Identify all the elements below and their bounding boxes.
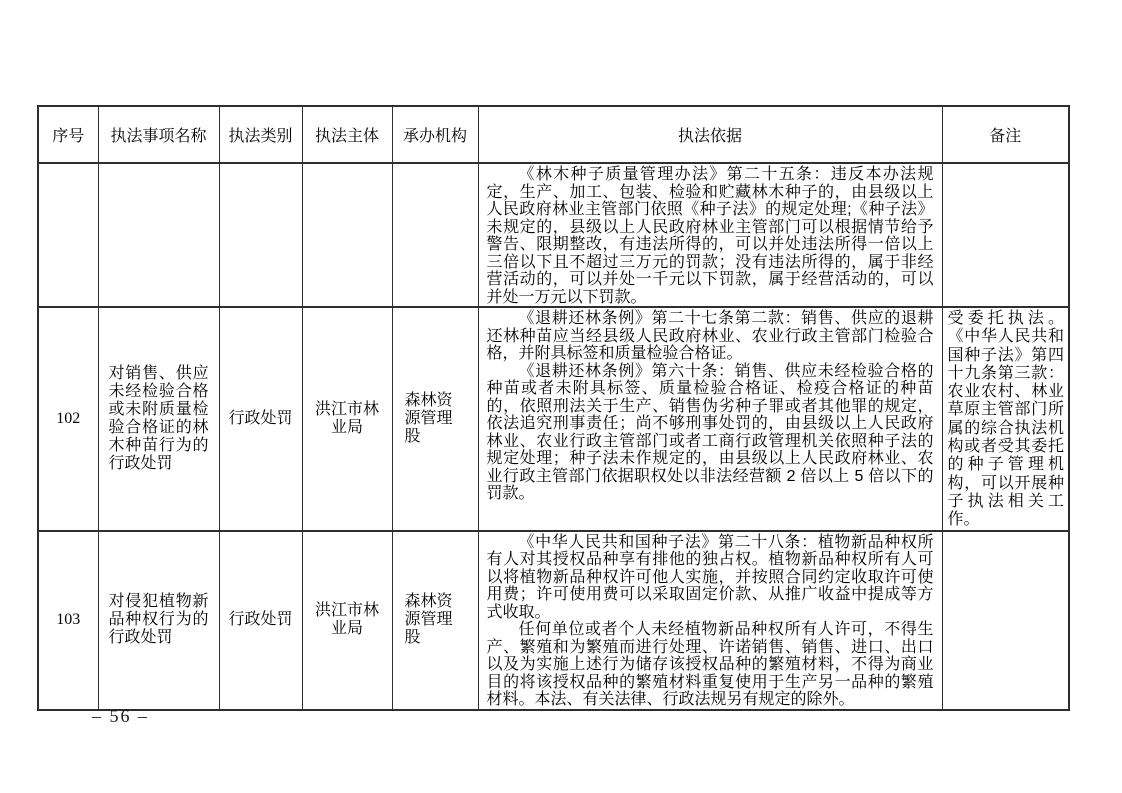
column-header-remark: 备注 (942, 106, 1069, 163)
table-header-row (38, 106, 1069, 163)
category-cell (219, 163, 302, 307)
basis-paragraph: 《退耕还林条例》第二十七条第二款：销售、供应的退耕还林种苗应当经县级人民政府林业、农业行政主管部门检验合格，并附具标签和质量检验合格证。 (486, 310, 934, 362)
column-header-category: 执法类别 (219, 106, 302, 163)
basis-cell (478, 163, 942, 307)
column-header-seq: 序号 (38, 106, 98, 163)
basis-cell (478, 531, 942, 710)
agency-cell: 森林资源管理股 (392, 531, 478, 710)
seq-cell (38, 163, 98, 307)
basis-paragraph: 《林木种子质量管理办法》第二十五条：违反本办法规定，生产、加工、包装、检验和贮藏林木种子的，由县级以上人民政府林业主管部门依照《种子法》的规定处理;《种子法》未规定的，县级以上人民政府林业主管部门可以根据情节给予警告、限期整改，有违法所得的，可以并处违法所得一倍以上三倍以下且不超过三万元的罚款；没有违法所得的，属于非经营活动的，可以并处一千元以下罚款，属于经营活动的，可以并处一万元以下罚款。 (486, 166, 934, 306)
seq-cell: 103 (38, 531, 98, 710)
remark-cell (942, 163, 1069, 307)
seq-cell: 102 (38, 307, 98, 531)
page-number: – 56 – (92, 706, 149, 726)
remark-cell (942, 531, 1069, 710)
item-name-cell: 对销售、供应未经检验合格或未附质量检验合格证的林木种苗行为的行政处罚 (98, 307, 219, 531)
column-header-subject: 执法主体 (302, 106, 392, 163)
item-name-cell (98, 163, 219, 307)
category-cell: 行政处罚 (219, 531, 302, 710)
category-cell: 行政处罚 (219, 307, 302, 531)
subject-cell: 洪江市林业局 (302, 531, 392, 710)
basis-paragraph: 任何单位或者个人未经植物新品种权所有人许可，不得生产、繁殖和为繁殖而进行处理、许诺销售、销售、进口、出口以及为实施上述行为储存该授权品种的繁殖材料，不得为商业目的将该授权品种的繁殖材料重复使用于生产另一品种的繁殖材料。本法、有关法律、行政法规另有规定的除外。 (486, 621, 934, 709)
basis-paragraph: 《中华人民共和国种子法》第二十八条：植物新品种权所有人对其授权品种享有排他的独占权。植物新品种权所有人可以将植物新品种权许可他人实施，并按照合同约定收取许可使用费；许可使用费可以采取固定价款、从推广收益中提成等方式收取。 (486, 533, 934, 621)
table-row-102 (38, 307, 1069, 531)
subject-cell: 洪江市林业局 (302, 307, 392, 531)
remark-cell (942, 307, 1069, 531)
column-header-agency: 承办机构 (392, 106, 478, 163)
column-header-name: 执法事项名称 (98, 106, 219, 163)
enforcement-items-table (37, 105, 1070, 711)
table-row-continuation (38, 163, 1069, 307)
agency-cell: 森林资源管理股 (392, 307, 478, 531)
remark-paragraph: 受委托执法。《中华人民共和国种子法》第四十九条第三款：农业农村、林业草原主管部门所属的综合执法机构或者受其委托的种子管理机构，可以开展种子执法相关工作。 (947, 310, 1064, 529)
basis-paragraph: 《退耕还林条例》第六十条：销售、供应未经检验合格的种苗或者未附具标签、质量检验合格证、检疫合格证的种苗的，依照刑法关于生产、销售伪劣种子罪或者其他罪的规定，依法追究刑事责任；尚不够刑事处罚的，由县级以上人民政府林业、农业行政主管部门或者工商行政管理机关依照种子法的规定处理；种子法未作规定的，由县级以上人民政府林业、农业行政主管部门依据职权处以非法经营额 2 倍以上 5 倍以下的罚款。 (486, 362, 934, 502)
table-row-103 (38, 531, 1069, 710)
basis-cell (478, 307, 942, 531)
column-header-basis: 执法依据 (478, 106, 942, 163)
subject-cell (302, 163, 392, 307)
agency-cell (392, 163, 478, 307)
item-name-cell: 对侵犯植物新品种权行为的行政处罚 (98, 531, 219, 710)
